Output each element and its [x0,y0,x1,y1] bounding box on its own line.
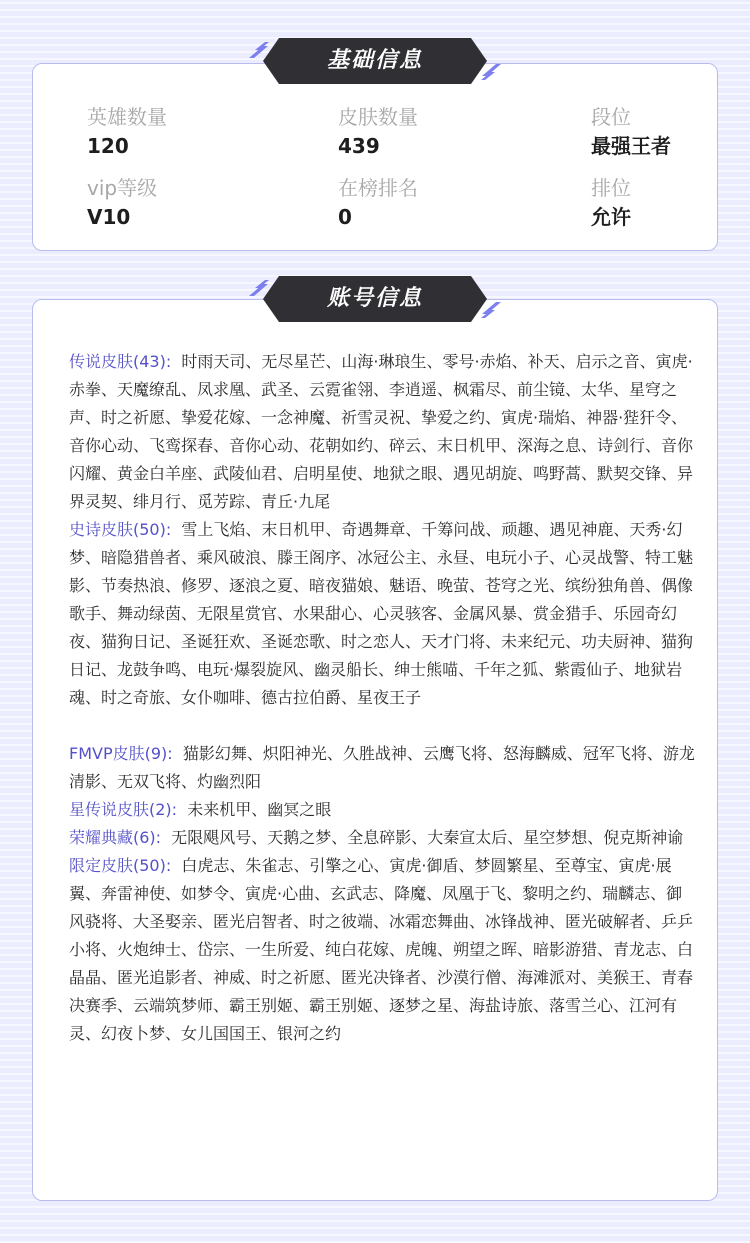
skin-items: 雪上飞焰、末日机甲、奇遇舞章、千筹问战、顽趣、遇见神鹿、天秀·幻梦、暗隐猎兽者、乘风破浪、滕王阁序、冰冠公主、永昼、电玩小子、心灵战警、特工魅影、节奏热浪、修罗、逐浪之夏、暗夜猫娘、魅语、晚萤、苍穹之光、缤纷独角兽、偶像歌手、舞动绿茵、无限星赏官、水果甜心、心灵骇客、金属风暴、赏金猎手、乐园奇幻夜、猫狗日记、圣诞狂欢、圣诞恋歌、时之恋人、天才门将、未来纪元、功夫厨神、猫狗日记、龙鼓争鸣、电玩·爆裂旋风、幽灵船长、绅士熊喵、千年之狐、紫霞仙子、地狱岩魂、时之奇旅、女仆咖啡、德古拉伯爵、星夜王子 [69,520,694,707]
skin-group-star-legend [69,796,697,824]
skin-items: 白虎志、朱雀志、引擎之心、寅虎·御盾、梦圆繁星、至尊宝、寅虎·展翼、奔雷神使、如梦令、寅虎·心曲、玄武志、降魔、凤凰于飞、黎明之约、瑞麟志、御风骁将、大圣娶亲、匿光启智者、时之彼端、冰霜恋舞曲、冰锋战神、匿光破解者、乒乒小将、火炮绅士、岱宗、一生所爱、纯白花嫁、虎魄、朔望之晖、暗影游猎、青龙志、白晶晶、匿光追影者、神威、时之祈愿、匿光决锋者、沙漠行僧、海滩派对、美猴王、青春决赛季、云端筑梦师、霸王别姬、霸王别姬、逐梦之星、海盐诗旅、落雪兰心、江河有灵、幻夜卜梦、女儿国国王、银河之约 [69,856,694,1043]
skin-count [338,102,538,160]
skin-group-limited [69,852,697,1048]
skin-count-value: 439 [338,134,380,158]
skin-items: 时雨天司、无尽星芒、山海·琳琅生、零号·赤焰、补天、启示之音、寅虎·赤拳、天魔缭乱、凤求凰、武圣、云霓雀翎、李逍遥、枫霜尽、前尘镜、太华、星穹之声、时之祈愿、挚爱花嫁、一念神魔、祈雪灵祝、挚爱之约、寅虎·瑞焰、神器·狴犴令、音你心动、飞鸾探春、音你心动、花朝如约、碎云、末日机甲、深海之息、诗剑行、音你闪耀、黄金白羊座、武陵仙君、启明星使、地狱之眼、遇见胡旋、鸣野蒿、默契交锋、异界灵契、绯月行、觅芳踪、青丘·九尾 [69,352,694,511]
leaderboard-rank [338,173,538,231]
hero-count [87,102,287,160]
skin-items: 无限飓风号、天鹅之梦、全息碎影、大秦宣太后、星空梦想、倪克斯神谕 [171,828,684,847]
vip-level [87,173,287,231]
skin-category-label: 荣耀典藏(6): [69,828,162,847]
hero-count-value: 120 [87,134,129,158]
skin-count-label: 皮肤数量 [338,105,418,129]
skin-category-label: 星传说皮肤(2): [69,800,178,819]
skin-items: 未来机甲、幽冥之眼 [187,800,332,819]
rank-value: 最强王者 [591,134,671,158]
skin-items: 猫影幻舞、炽阳神光、久胜战神、云鹰飞将、怒海麟威、冠军飞将、游龙清影、无双飞将、灼幽烈阳 [69,744,695,791]
skin-category-label: FMVP皮肤(9): [69,744,173,763]
section-title: 账号信息 [326,286,423,311]
rank-label: 段位 [591,105,631,129]
hero-count-label: 英雄数量 [87,105,167,129]
skin-group-legend [69,348,697,516]
leaderboard-rank-value: 0 [338,205,352,229]
basic-info-banner [247,38,503,84]
skin-category-label: 限定皮肤(50): [69,856,172,875]
section-title: 基础信息 [326,48,423,73]
skin-category-label: 传说皮肤(43): [69,352,172,371]
vip-level-label: vip等级 [87,176,158,200]
ranked-play-label: 排位 [591,176,631,200]
leaderboard-rank-label: 在榜排名 [338,176,418,200]
basic-info-card [32,63,718,251]
vip-level-value: V10 [87,205,131,229]
account-info-card [32,299,718,1201]
ranked-play-value: 允许 [591,205,631,229]
rank [591,102,750,160]
ranked-play [591,173,750,231]
skin-group-epic [69,516,697,712]
skin-list [69,348,697,1048]
skin-group-fmvp [69,740,697,796]
account-info-banner [247,276,503,322]
spacer [69,712,697,740]
skin-group-glory-collection [69,824,697,852]
skin-category-label: 史诗皮肤(50): [69,520,172,539]
